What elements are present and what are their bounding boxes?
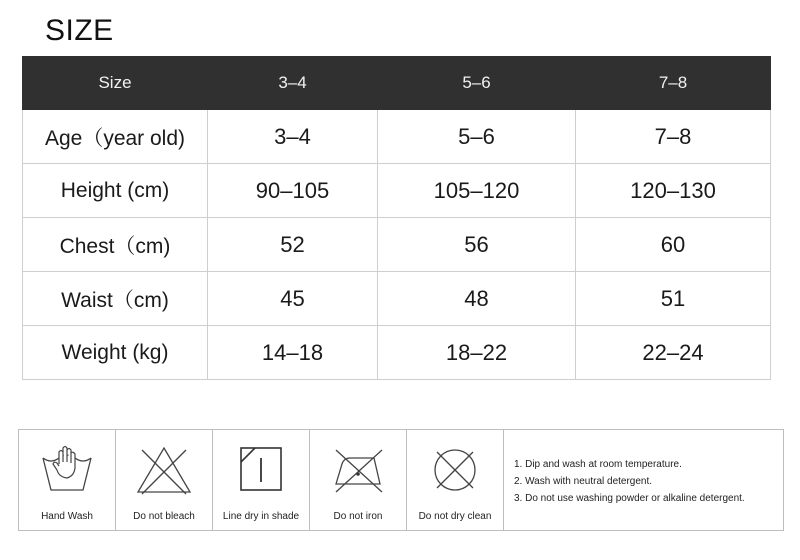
table-cell: 45 — [208, 272, 378, 326]
care-note: 3. Do not use washing powder or alkaline detergent. — [514, 493, 745, 504]
table-cell: 7–8 — [576, 110, 771, 164]
care-label: Do not bleach — [133, 511, 195, 522]
table-cell: 51 — [576, 272, 771, 326]
table-row-age — [23, 110, 771, 164]
care-label: Hand Wash — [41, 511, 93, 522]
page-title: SIZE — [45, 14, 114, 47]
care-do-not-dry-clean — [407, 430, 504, 530]
table-cell: 105–120 — [378, 164, 576, 218]
table-cell: 52 — [208, 218, 378, 272]
line-dry-in-shade-icon — [235, 444, 287, 496]
table-row-weight — [23, 326, 771, 380]
row-label-waist: Waist（cm) — [23, 272, 208, 326]
header-size: Size — [23, 57, 208, 110]
care-label: Line dry in shade — [222, 511, 300, 522]
do-not-iron-icon — [328, 444, 388, 496]
care-instructions — [18, 429, 784, 531]
table-cell: 60 — [576, 218, 771, 272]
hand-wash-icon — [39, 444, 95, 496]
care-note: 2. Wash with neutral detergent. — [514, 476, 653, 487]
table-row-waist — [23, 272, 771, 326]
header-size-5-6: 5–6 — [378, 57, 576, 110]
header-size-7-8: 7–8 — [576, 57, 771, 110]
table-cell: 14–18 — [208, 326, 378, 380]
table-row-height — [23, 164, 771, 218]
table-cell: 90–105 — [208, 164, 378, 218]
table-cell: 3–4 — [208, 110, 378, 164]
table-cell: 22–24 — [576, 326, 771, 380]
row-label-weight: Weight (kg) — [23, 326, 208, 380]
row-label-age: Age（year old) — [23, 110, 208, 164]
care-notes — [504, 430, 783, 530]
row-label-chest: Chest（cm) — [23, 218, 208, 272]
care-do-not-bleach — [116, 430, 213, 530]
care-label: Do not iron — [333, 511, 383, 522]
do-not-dry-clean-icon — [429, 444, 481, 496]
table-cell: 56 — [378, 218, 576, 272]
header-size-3-4: 3–4 — [208, 57, 378, 110]
care-note: 1. Dip and wash at room temperature. — [514, 459, 682, 470]
care-line-dry-in-shade — [213, 430, 310, 530]
table-cell: 120–130 — [576, 164, 771, 218]
table-cell: 5–6 — [378, 110, 576, 164]
table-cell: 18–22 — [378, 326, 576, 380]
table-header-row — [23, 57, 771, 110]
care-hand-wash — [19, 430, 116, 530]
do-not-bleach-icon — [134, 444, 194, 496]
row-label-height: Height (cm) — [23, 164, 208, 218]
size-table — [22, 56, 771, 380]
table-row-chest — [23, 218, 771, 272]
care-label: Do not dry clean — [418, 511, 492, 522]
care-do-not-iron — [310, 430, 407, 530]
table-cell: 48 — [378, 272, 576, 326]
